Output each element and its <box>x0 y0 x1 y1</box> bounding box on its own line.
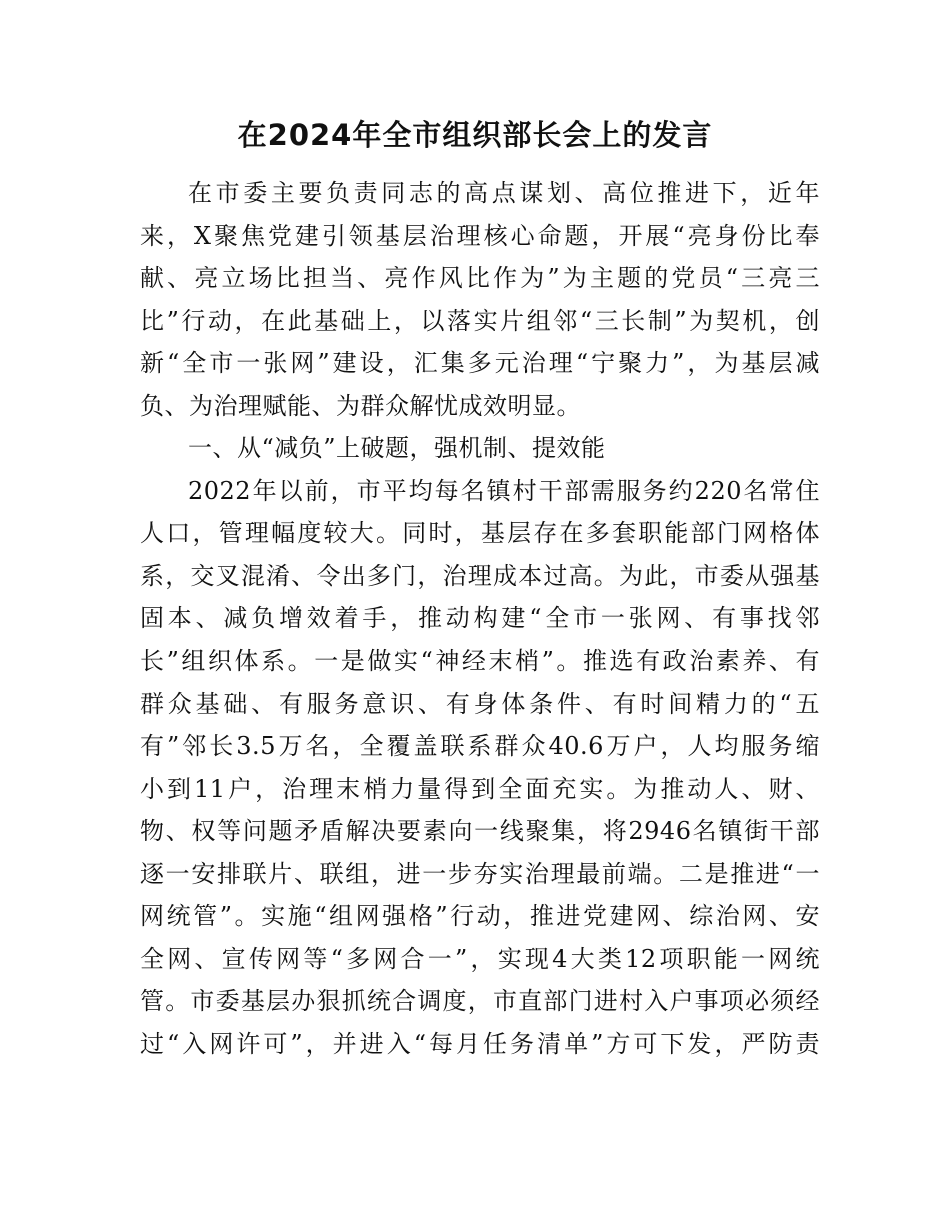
text-line: 2022年以前，市平均每名镇村干部需服务约220名常住 <box>188 476 820 505</box>
text-line: 新“全市一张网”建设，汇集多元治理“宁聚力”，为基层减 <box>140 349 820 378</box>
text-line: 逐一安排联片、联组，进一步夯实治理最前端。二是推进“一 <box>140 859 820 888</box>
text-line: 全网、宣传网等“多网合一”，实现4大类12项职能一网统 <box>140 944 820 973</box>
text-line: 在市委主要负责同志的高点谋划、高位推进下，近年 <box>188 179 820 207</box>
text-line: 过“入网许可”，并进入“每月任务清单”方可下发，严防责 <box>140 1029 820 1058</box>
text-line: 物、权等问题矛盾解决要素向一线聚集，将2946名镇街干部 <box>140 817 820 846</box>
document-title: 在2024年全市组织部长会上的发言 <box>237 118 713 152</box>
text-line: 人口，管理幅度较大。同时，基层存在多套职能部门网格体 <box>140 519 820 548</box>
text-line: 负、为治理赋能、为群众解忧成效明显。 <box>140 391 581 420</box>
text-line: 小到11户，治理末梢力量得到全面充实。为推动人、财、 <box>140 774 820 803</box>
text-line: 献、亮立场比担当、亮作风比作为”为主题的党员“三亮三 <box>140 264 820 293</box>
text-line: 固本、减负增效着手，推动构建“全市一张网、有事找邻 <box>140 604 820 633</box>
text-line: 一、从“减负”上破题，强机制、提效能 <box>188 434 606 463</box>
text-line: 长”组织体系。一是做实“神经末梢”。推选有政治素养、有 <box>140 647 820 676</box>
document-body <box>140 172 820 1065</box>
text-line: 群众基础、有服务意识、有身体条件、有时间精力的“五 <box>140 689 820 718</box>
text-line: 系，交叉混淆、令出多门，治理成本过高。为此，市委从强基 <box>140 561 820 590</box>
text-line: 来，X聚焦党建引领基层治理核心命题，开展“亮身份比奉 <box>140 221 820 250</box>
text-line: 比”行动，在此基础上，以落实片组邻“三长制”为契机，创 <box>140 306 820 335</box>
text-line: 管。市委基层办狠抓统合调度，市直部门进村入户事项必须经 <box>140 987 820 1016</box>
text-line: 网统管”。实施“组网强格”行动，推进党建网、综治网、安 <box>140 902 820 931</box>
text-line: 有”邻长3.5万名，全覆盖联系群众40.6万户，人均服务缩 <box>140 732 820 761</box>
